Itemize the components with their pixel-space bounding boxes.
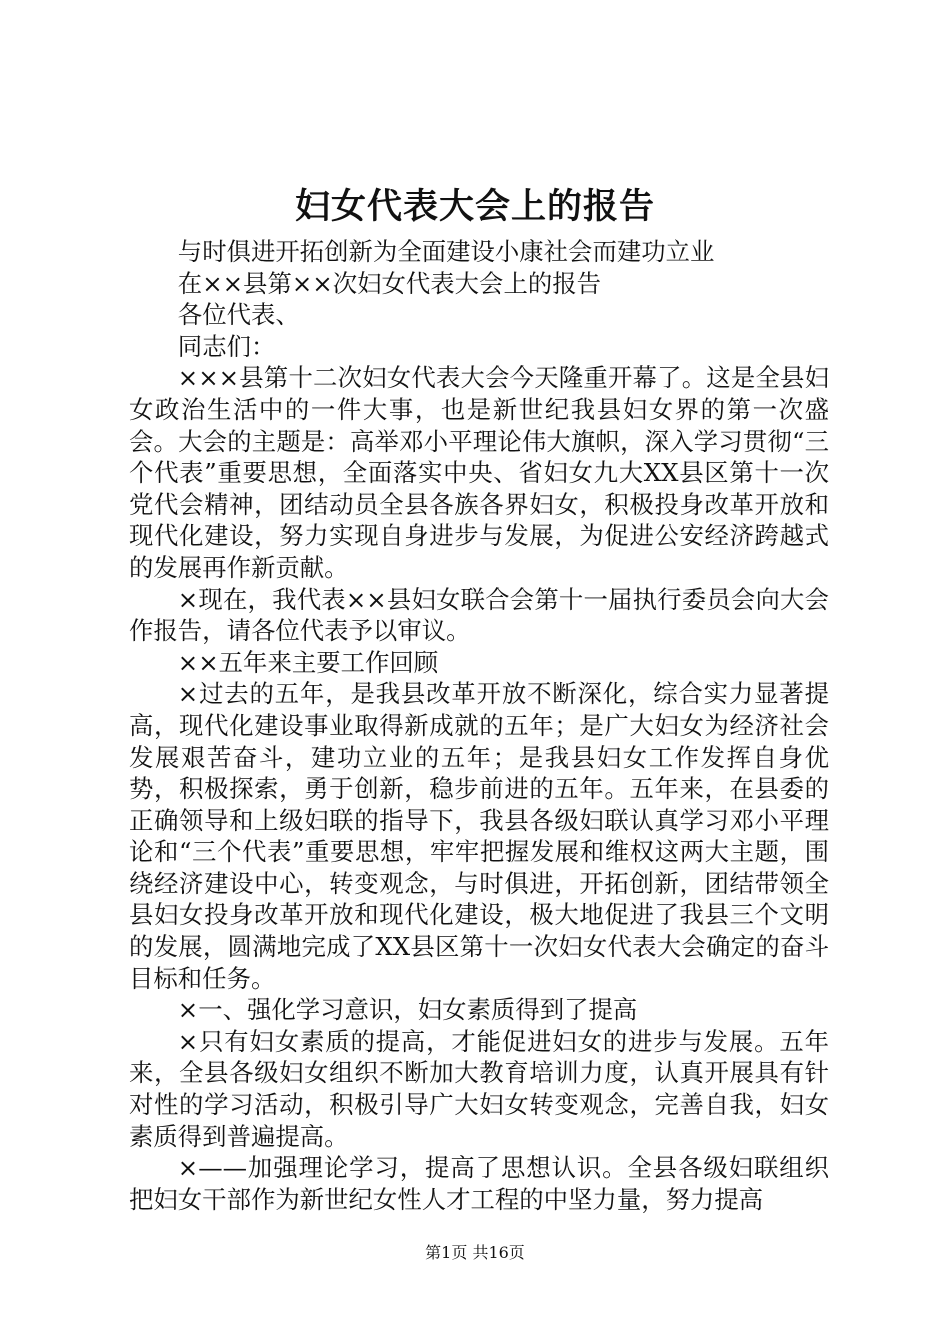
paragraph-salutation-1: 各位代表、 bbox=[177, 300, 300, 330]
paragraph-report-intro: ×现在，我代表××县妇女联合会第十一届执行委员会向大会作报告，请各位代表予以审议。 bbox=[129, 584, 829, 646]
paragraph-review: ×过去的五年，是我县改革开放不断深化，综合实力显著提高，现代化建设事业取得新成就的五年；是广大妇女为经济社会发展艰苦奋斗，建功立业的五年；是我县妇女工作发挥自身优势，积极探索，勇于创新，稳步前进的五年。五年来，在县委的正确领导和上级妇联的指导下，我县各级妇联认真学习邓小平理论和“三个代表”重要思想，牢牢把握发展和维权这两大主题，围绕经济建设中心，转变观念，与时俱进，开拓创新，团结带领全县妇女投身改革开放和现代化建设，极大地促进了我县三个文明的发展，圆满地完成了XX县区第十一次妇女代表大会确定的奋斗目标和任务。 bbox=[129, 679, 829, 993]
paragraph-salutation-2: 同志们： bbox=[177, 331, 276, 361]
paragraph-opening: ×××县第十二次妇女代表大会今天隆重开幕了。这是全县妇女政治生活中的一件大事，也是新世纪我县妇女界的第一次盛会。大会的主题是：高举邓小平理论伟大旗帜，深入学习贯彻“三个代表”重要思想，全面落实中央、省妇女九大XX县区第十一次党代会精神，团结动员全县各族各界妇女，积极投身改革开放和现代化建设，努力实现自身进步与发展，为促进公安经济跨越式的发展再作新贡献。 bbox=[129, 363, 829, 582]
page-footer: 第1页 共16页 bbox=[425, 1243, 525, 1262]
paragraph-subtitle-2: 在××县第××次妇女代表大会上的报告 bbox=[177, 268, 602, 298]
section-heading-1: ×一、强化学习意识，妇女素质得到了提高 bbox=[177, 995, 638, 1025]
paragraph-section-1: ×只有妇女素质的提高，才能促进妇女的进步与发展。五年来，全县各级妇女组织不断加大教育培训力度，认真开展具有针对性的学习活动，积极引导广大妇女转变观念，完善自我，妇女素质得到普遍提高。 bbox=[129, 1026, 829, 1151]
section-heading-review: ××五年来主要工作回顾 bbox=[177, 647, 439, 677]
paragraph-subtitle-1: 与时俱进开拓创新为全面建设小康社会而建功立业 bbox=[177, 237, 715, 266]
document-title: 妇女代表大会上的报告 bbox=[294, 186, 655, 227]
document-body bbox=[129, 236, 829, 1215]
paragraph-theory-study: ×——加强理论学习，提高了思想认识。全县各级妇联组织把妇女干部作为新世纪女性人才工程的中坚力量，努力提高 bbox=[129, 1153, 829, 1214]
